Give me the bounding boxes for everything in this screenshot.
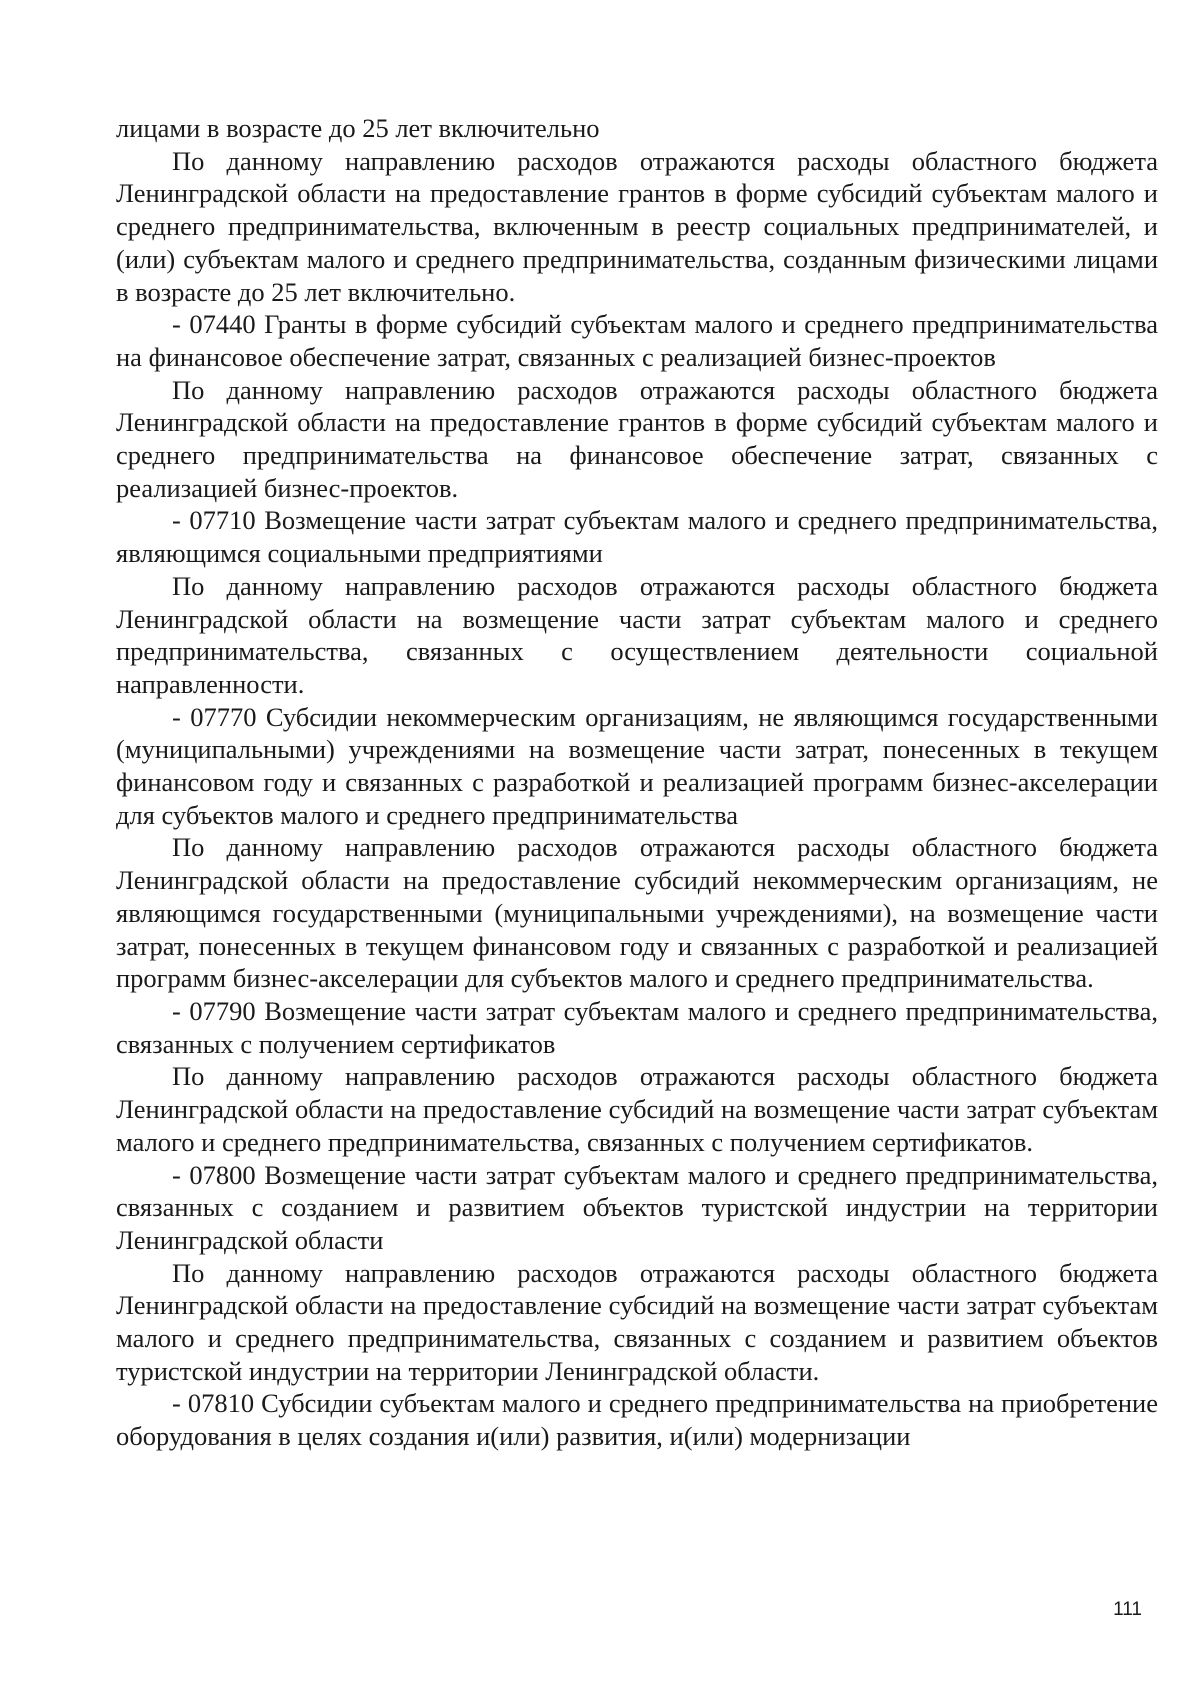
paragraph-code-07810: - 07810 Субсидии субъектам малого и среднего предпринимательства на приобретение оборудования в целях создания и(или) развития, и(или) модернизации bbox=[116, 1388, 1158, 1452]
paragraph-description: По данному направлению расходов отражаются расходы областного бюджета Ленинградской области на предоставление субсидий некоммерческим организациям, не являющимся государственными (муниципальными учреждениями), на возмещение части затрат, понесенных в текущем финансовом году и связанных с разработкой и реализацией программ бизнес-акселерации для субъектов малого и среднего предпринимательства. bbox=[116, 832, 1158, 994]
paragraph-description: По данному направлению расходов отражаются расходы областного бюджета Ленинградской области на предоставление грантов в форме субсидий субъектам малого и среднего предпринимательства на финансовое обеспечение затрат, связанных с реализацией бизнес-проектов. bbox=[116, 374, 1158, 503]
paragraph-code-07800: - 07800 Возмещение части затрат субъектам малого и среднего предпринимательства, связанных с созданием и развитием объектов туристской индустрии на территории Ленинградской области bbox=[116, 1159, 1158, 1255]
paragraph-description: По данному направлению расходов отражаются расходы областного бюджета Ленинградской области на предоставление субсидий на возмещение части затрат субъектам малого и среднего предпринимательства, связанных с созданием и развитием объектов туристской индустрии на территории Ленинградской области. bbox=[116, 1257, 1158, 1386]
page-number: 111 bbox=[1113, 1599, 1142, 1620]
document-page bbox=[116, 112, 1158, 1453]
paragraph-code-07770: - 07770 Субсидии некоммерческим организациям, не являющимся государственными (муниципальными) учреждениями на возмещение части затрат, понесенных в текущем финансовом году и связанных с разработкой и реализацией программ бизнес-акселерации для субъектов малого и среднего предпринимательства bbox=[116, 701, 1158, 830]
paragraph-code-07710: - 07710 Возмещение части затрат субъектам малого и среднего предпринимательства, являющимся социальными предприятиями bbox=[116, 505, 1158, 569]
paragraph-continuation: лицами в возрасте до 25 лет включительно bbox=[116, 113, 600, 143]
paragraph-code-07790: - 07790 Возмещение части затрат субъектам малого и среднего предпринимательства, связанных с получением сертификатов bbox=[116, 995, 1158, 1059]
paragraph-description: По данному направлению расходов отражаются расходы областного бюджета Ленинградской области на предоставление субсидий на возмещение части затрат субъектам малого и среднего предпринимательства, связанных с получением сертификатов. bbox=[116, 1061, 1158, 1157]
paragraph-description: По данному направлению расходов отражаются расходы областного бюджета Ленинградской области на предоставление грантов в форме субсидий субъектам малого и среднего предпринимательства, включенным в реестр социальных предпринимателей, и (или) субъектам малого и среднего предпринимательства, созданным физическими лицами в возрасте до 25 лет включительно. bbox=[116, 145, 1158, 307]
paragraph-description: По данному направлению расходов отражаются расходы областного бюджета Ленинградской области на возмещение части затрат субъектам малого и среднего предпринимательства, связанных с осуществлением деятельности социальной направленности. bbox=[116, 570, 1158, 699]
paragraph-code-07440: - 07440 Гранты в форме субсидий субъектам малого и среднего предпринимательства на финансовое обеспечение затрат, связанных с реализацией бизнес-проектов bbox=[116, 309, 1158, 372]
